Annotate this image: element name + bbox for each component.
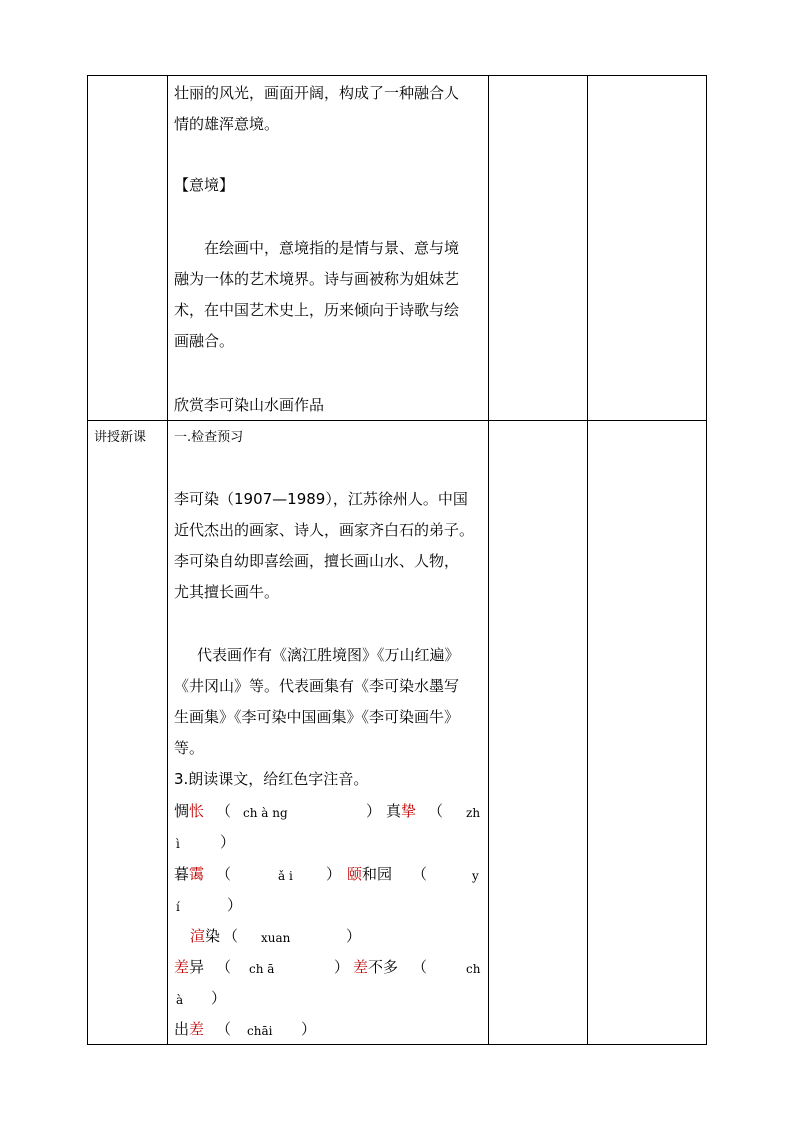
- pinyin-answer: í: [176, 900, 180, 914]
- bio-line: 尤其擅长画牛。: [174, 583, 280, 601]
- text-line: 情的雄浑意境。: [174, 115, 280, 133]
- pinyin-answer: zh: [466, 806, 481, 820]
- text-line: 画融合。: [174, 332, 235, 350]
- text-line: 欣赏李可染山水画作品: [174, 396, 325, 414]
- pinyin-answer: chāi: [247, 1024, 273, 1038]
- paren-open: （: [216, 865, 232, 883]
- exercise-word: 真挚: [386, 802, 417, 820]
- paren-open: （: [216, 958, 232, 976]
- works-line: 《井冈山》等。代表画集有《李可染水墨写: [174, 677, 460, 695]
- paren-close: ）: [211, 989, 227, 1007]
- text-line: 术，在中国艺术史上，历来倾向于诗歌与绘: [174, 301, 460, 319]
- table-bottom-border: [87, 1044, 707, 1045]
- paren-open: （: [216, 1020, 232, 1038]
- paren-open: （: [216, 802, 232, 820]
- table-left-border: [87, 75, 88, 1045]
- table-row-divider: [87, 420, 707, 421]
- exercise-word: 差不多: [353, 958, 399, 976]
- exercise-word: 出差: [174, 1020, 205, 1038]
- row-label: 讲授新课: [94, 430, 147, 445]
- pinyin-answer: ch à ng: [243, 806, 288, 820]
- works-line: 生画集》《李可染中国画集》《李可染画牛》: [174, 708, 460, 726]
- paren-open: （: [223, 927, 239, 945]
- table-right-border: [706, 75, 707, 1045]
- pinyin-answer: y: [472, 869, 479, 883]
- table-col-divider-3: [587, 75, 588, 1045]
- pinyin-answer: ch ā: [249, 962, 275, 976]
- paren-open: （: [412, 958, 428, 976]
- table-top-border: [87, 75, 707, 76]
- paren-close: ）: [227, 896, 243, 914]
- paren-open: （: [412, 865, 428, 883]
- task-instruction: 3.朗读课文，给红色字注音。: [174, 770, 369, 788]
- section-heading: 一.检查预习: [174, 430, 244, 445]
- pinyin-answer: xuan: [261, 931, 291, 945]
- exercise-word: 惆怅: [174, 802, 205, 820]
- bio-line: 近代杰出的画家、诗人，画家齐白石的弟子。: [174, 521, 475, 539]
- exercise-word: 暮霭: [174, 865, 205, 883]
- paren-close: ）: [366, 802, 382, 820]
- table-col-divider-2: [488, 75, 489, 1045]
- paren-close: ）: [346, 927, 362, 945]
- paren-close: ）: [301, 1020, 317, 1038]
- bio-line: 李可染（1907—1989），江苏徐州人。中国: [174, 490, 468, 508]
- paren-close: ）: [334, 958, 350, 976]
- paren-close: ）: [220, 833, 236, 851]
- exercise-word: 颐和园: [347, 865, 393, 883]
- pinyin-answer: ch: [466, 962, 481, 976]
- pinyin-answer: ǎ i: [278, 869, 293, 883]
- works-line: 等。: [174, 739, 205, 757]
- paren-open: （: [428, 802, 444, 820]
- pinyin-answer: à: [176, 993, 184, 1007]
- table-col-divider-1: [167, 75, 168, 1045]
- text-line: 在绘画中，意境指的是情与景、意与境: [204, 239, 460, 257]
- text-line: 壮丽的风光，画面开阔，构成了一种融合人: [174, 84, 460, 102]
- exercise-word: 渲染: [190, 927, 221, 945]
- works-line: 代表画作有《漓江胜境图》《万山红遍》: [197, 646, 460, 664]
- section-heading-yijing: 【意境】: [174, 176, 235, 194]
- exercise-word: 差异: [174, 958, 205, 976]
- paren-close: ）: [326, 865, 342, 883]
- bio-line: 李可染自幼即喜绘画，擅长画山水、人物，: [174, 552, 460, 570]
- text-line: 融为一体的艺术境界。诗与画被称为姐妹艺: [174, 270, 460, 288]
- pinyin-answer: ì: [176, 837, 180, 851]
